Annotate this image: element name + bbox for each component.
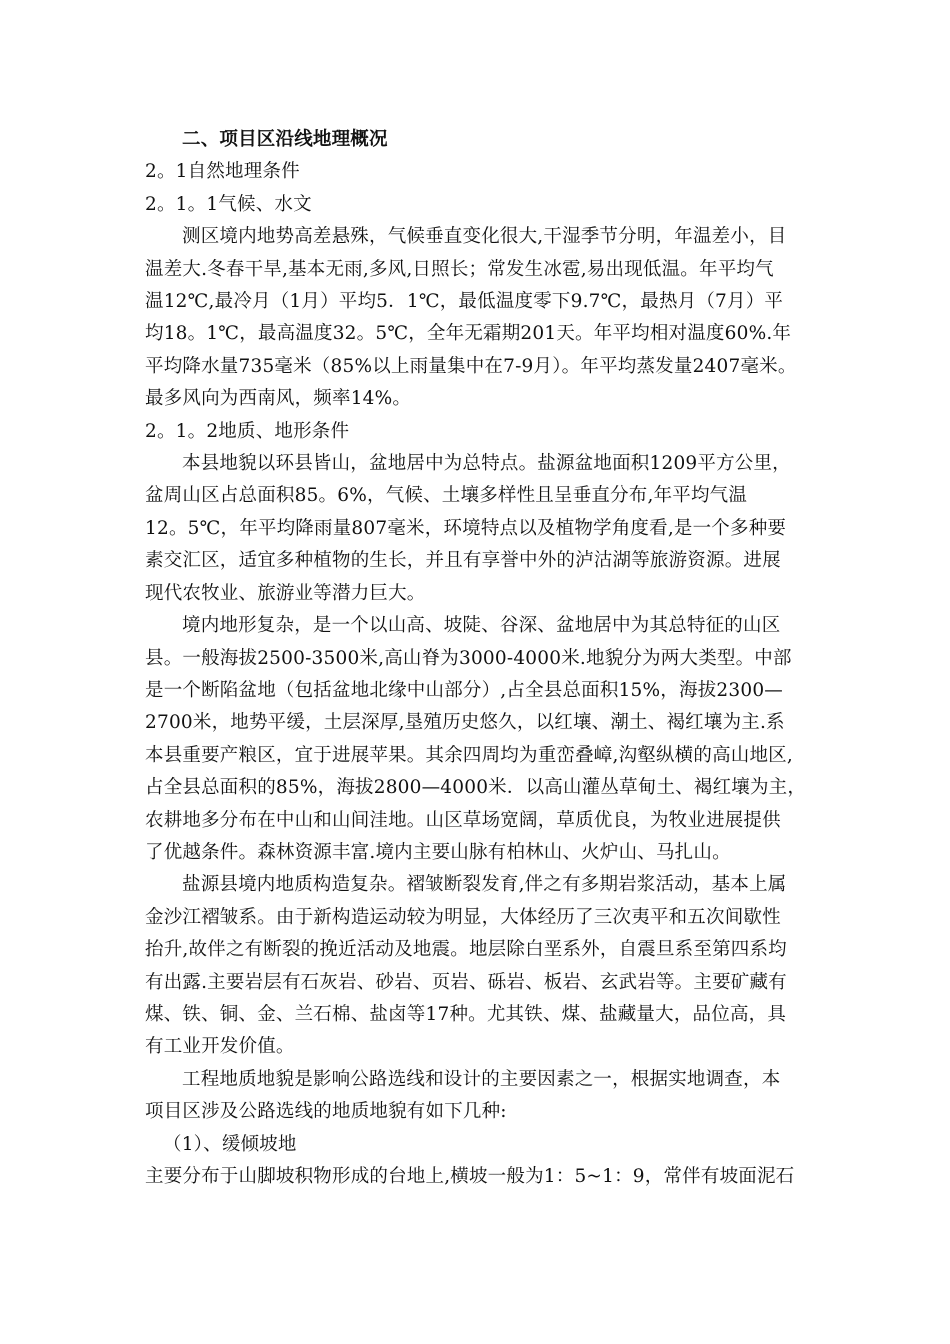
paragraph-engineering-geology [145, 1064, 813, 1129]
paragraph-line: 温差大.冬春干旱,基本无雨,多风,日照长；常发生冰雹,易出现低温。年平均气 [145, 258, 774, 280]
subsection-title-geology: 2。1。2地质、地形条件 [145, 420, 350, 442]
paragraph-line: 农耕地多分布在中山和山间洼地。山区草场宽阔，草质优良，为牧业进展提供 [145, 809, 781, 831]
paragraph-line: 盐源县境内地质构造复杂。褶皱断裂发育,伴之有多期岩浆活动，基本上属 [182, 874, 787, 896]
list-item-gentle-slope: （1）、缓倾坡地 [163, 1133, 297, 1155]
document-body [145, 124, 813, 1193]
paragraph-line: 有工业开发价值。 [145, 1036, 295, 1058]
paragraph-line: 素交汇区，适宜多种植物的生长，并且有享誉中外的泸沽湖等旅游资源。进展 [145, 550, 781, 572]
paragraph-line: 测区境内地势高差悬殊，气候垂直变化很大,干湿季节分明，年温差小，目 [182, 226, 787, 248]
paragraph-line: 均18。1℃，最高温度32。5℃，全年无霜期201天。年平均相对温度60%.年 [145, 323, 792, 345]
paragraph-line: 有出露.主要岩层有石灰岩、砂岩、页岩、砾岩、板岩、玄武岩等。主要矿藏有 [145, 971, 787, 993]
paragraph-line: 工程地质地貌是影响公路选线和设计的主要因素之一，根据实地调查，本 [182, 1068, 781, 1090]
subsection-title-natural: 2。1自然地理条件 [145, 161, 300, 183]
paragraph-line: 现代农牧业、旅游业等潜力巨大。 [145, 582, 426, 604]
paragraph-line: 煤、铁、铜、金、兰石棉、盐卤等17种。尤其铁、煤、盐藏量大，品位高，具 [145, 1003, 787, 1025]
paragraph-line: 抬升,故伴之有断裂的挽近活动及地震。地层除白垩系外，自震旦系至第四系均 [145, 939, 787, 961]
paragraph-line: 2700米，地势平缓，土层深厚,垦殖历史悠久，以红壤、潮土、褐红壤为主.系 [145, 712, 785, 734]
paragraph-line: 金沙江褶皱系。由于新构造运动较为明显，大体经历了三次夷平和五次间歇性 [145, 906, 781, 928]
paragraph-line: 项目区涉及公路选线的地质地貌有如下几种: [145, 1101, 507, 1123]
paragraph-line: 最多风向为西南风，频率14%。 [145, 388, 412, 410]
paragraph-gentle-slope [145, 1161, 813, 1193]
section-heading: 二、项目区沿线地理概况 [182, 129, 388, 150]
paragraph-geologic-structure [145, 869, 813, 1063]
paragraph-climate [145, 221, 813, 415]
paragraph-terrain [145, 610, 813, 869]
subsection-title-climate: 2。1。1气候、水文 [145, 193, 312, 215]
paragraph-line: 了优越条件。森林资源丰富.境内主要山脉有柏林山、火炉山、马扎山。 [145, 841, 731, 863]
paragraph-landform [145, 448, 813, 610]
paragraph-line: 境内地形复杂，是一个以山高、坡陡、谷深、盆地居中为其总特征的山区 [182, 615, 781, 637]
paragraph-line: 占全县总面积的85%，海拔2800—4000米．以高山灌丛草甸土、褐红壤为主， [145, 777, 807, 799]
paragraph-line: 县。一般海拔2500-3500米,高山脊为3000-4000米.地貌分为两大类型。中部 [145, 647, 792, 669]
paragraph-line: 盆周山区占总面积85。6%，气候、土壤多样性且呈垂直分布,年平均气温 [145, 485, 748, 507]
paragraph-line: 本县重要产粮区，宜于进展苹果。其余四周均为重峦叠嶂,沟壑纵横的高山地区, [145, 744, 793, 766]
paragraph-line: 是一个断陷盆地（包括盆地北缘中山部分）,占全县总面积15%，海拔2300— [145, 679, 783, 701]
paragraph-line: 平均降水量735毫米（85%以上雨量集中在7-9月）。年平均蒸发量2407毫米。 [145, 355, 797, 377]
paragraph-line: 本县地貌以环县皆山，盆地居中为总特点。盐源盆地面积1209平方公里， [182, 453, 791, 475]
paragraph-line: 温12℃,最冷月（1月）平均5．1℃，最低温度零下9.7℃，最热月（7月）平 [145, 291, 784, 313]
paragraph-line: 主要分布于山脚坡积物形成的台地上,横坡一般为1：5~1：9，常伴有坡面泥石 [145, 1166, 795, 1187]
paragraph-line: 12。5℃，年平均降雨量807毫米，环境特点以及植物学角度看,是一个多种要 [145, 517, 787, 539]
